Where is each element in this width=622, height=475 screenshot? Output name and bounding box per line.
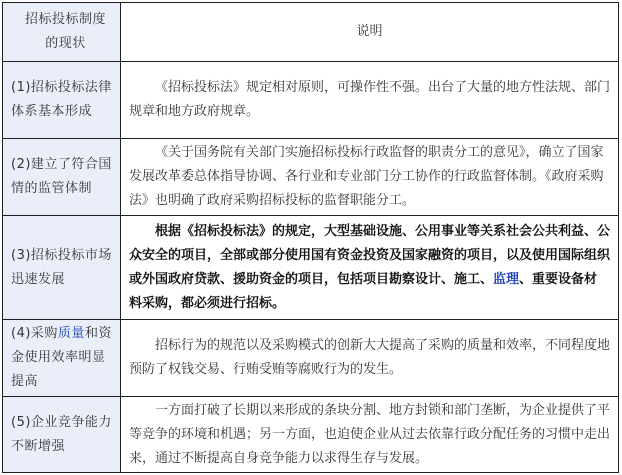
table-row bbox=[3, 397, 619, 473]
row-title: (1)招标投标法律体系基本形成 bbox=[11, 80, 112, 119]
table-row bbox=[3, 320, 619, 397]
row-text-cell bbox=[121, 397, 619, 473]
supervision-link[interactable]: 监理 bbox=[493, 271, 520, 287]
table-row bbox=[3, 139, 619, 216]
row-text-cell bbox=[121, 216, 619, 320]
quality-link[interactable]: 质量 bbox=[57, 326, 85, 341]
status-table bbox=[2, 2, 619, 473]
row-title-cell bbox=[3, 320, 121, 397]
table-row bbox=[3, 216, 619, 320]
row-text-cell bbox=[121, 62, 619, 139]
row-title-part: 和资金使用效率明显提高 bbox=[11, 326, 112, 389]
header-cell-status bbox=[3, 3, 121, 62]
row-text-cell bbox=[121, 320, 619, 397]
row-title: (3)招标投标市场迅速发展 bbox=[11, 247, 112, 287]
header-cell-description bbox=[121, 3, 619, 62]
row-text-part: 根据《招标投标法》的规定，大型基础设施、公用事业等关系社会公共利益、公众安全的项目，全部或部分使用国有资金投资及国家融资的项目，以及使用国际组织或外国政府贷款、援助资金的项目，包括项目勘察设计、施工、 bbox=[129, 223, 611, 287]
row-title-cell bbox=[3, 62, 121, 139]
row-text-cell bbox=[121, 139, 619, 216]
row-title-cell bbox=[3, 397, 121, 473]
row-title bbox=[3, 322, 120, 394]
row-text: 《关于国务院有关部门实施招标投标行政监督的职责分工的意见》，确立了国家发展改革委总体指导协调、各行业和专业部门分工协作的行政监督体制。《政府采购法》也明确了政府采购招标投标的监督职能分工。 bbox=[129, 145, 604, 208]
header-description-label: 说明 bbox=[356, 24, 383, 39]
header-row bbox=[3, 3, 619, 62]
table-row bbox=[3, 62, 619, 139]
row-title: (2)建立了符合国情的监管体制 bbox=[11, 157, 112, 196]
row-text: 一方面打破了长期以来形成的条块分割、地方封锁和部门垄断，为企业提供了平等竞争的环境和机遇；另一方面，也迫使企业从过去依靠行政分配任务的习惯中走出来，通过不断提高自身竞争能力以求得生存与发展。 bbox=[129, 402, 611, 466]
row-text: 《招标投标法》规定相对原则，可操作性不强。出台了大量的地方性法规、部门规章和地方政府规章。 bbox=[129, 80, 611, 119]
row-title-part: (4)采购 bbox=[11, 326, 58, 341]
row-title-cell bbox=[3, 139, 121, 216]
header-status-label: 招标投标制度的现状 bbox=[24, 12, 106, 51]
row-title-cell bbox=[3, 216, 121, 320]
row-title: (5)企业竞争能力不断增强 bbox=[11, 414, 112, 454]
row-text: 招标行为的规范以及采购模式的创新大大提高了采购的质量和效率，不同程度地预防了权钱交易、行贿受贿等腐败行为的发生。 bbox=[129, 338, 611, 377]
row-text-part: 、重要设备材料采购，都必须进行招标。 bbox=[129, 271, 598, 311]
row-text bbox=[121, 220, 618, 316]
